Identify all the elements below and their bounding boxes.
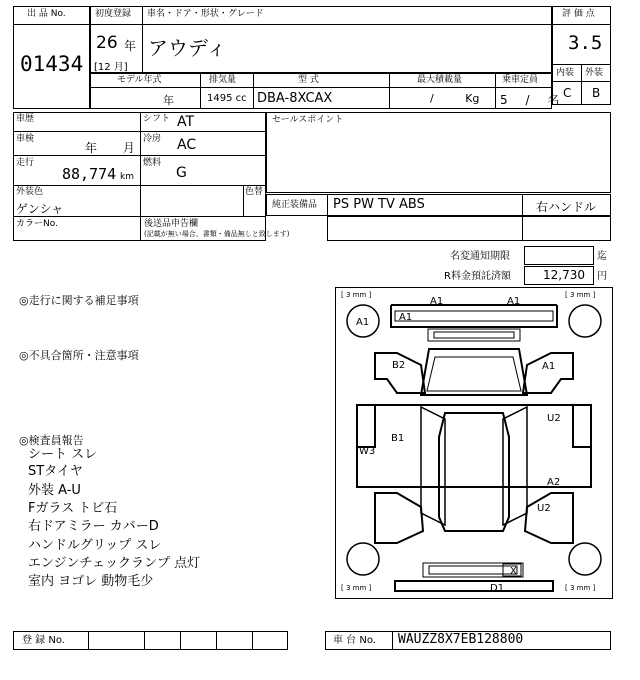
grade-label: 評 価 点: [562, 9, 595, 19]
equipment-value: PS PW TV ABS: [333, 197, 425, 212]
car-name: アウディ: [148, 36, 227, 60]
post-docs-note: (記載が無い場合、書類・備品無しと致します): [144, 230, 290, 238]
exterior-label: 外装: [585, 68, 604, 78]
tire-label: [ 3 mm ]: [565, 291, 596, 299]
damage-mark: U2: [537, 503, 551, 514]
inspector-line: 外装 A-U: [28, 483, 81, 498]
post-docs-label: 後送品申告欄: [144, 219, 199, 229]
shift-label: シフト: [143, 114, 171, 124]
lot-number: 01434: [20, 52, 84, 76]
recycle-amount: 12,730: [543, 268, 585, 282]
mileage-value: 88,774: [62, 165, 117, 183]
damage-mark: A1: [430, 296, 444, 307]
aircon-value: AC: [177, 137, 197, 153]
damage-mark: D1: [490, 583, 505, 594]
sales-points-label: セールスポイント: [272, 115, 344, 125]
max-load-label: 最大積載量: [417, 75, 463, 85]
damage-mark: W3: [359, 446, 376, 457]
lot-label: 出 品 No.: [27, 9, 66, 19]
first-reg-year: 26: [96, 33, 118, 53]
inspection-value: 年 月: [85, 141, 135, 155]
inspector-line: 右ドアミラー カバーD: [28, 519, 159, 534]
inspection-label: 車検: [16, 134, 35, 144]
shift-value: AT: [177, 114, 195, 130]
chassis-number: WAUZZ8X7EB128800: [398, 632, 524, 647]
damage-mark: X: [510, 566, 517, 577]
damage-mark: A1: [507, 296, 521, 307]
damage-mark: B2: [392, 360, 406, 371]
color-no-label: カラーNo.: [16, 219, 58, 229]
recycle-unit: 円: [597, 271, 607, 282]
chassis-label: 車 台 No.: [333, 635, 376, 646]
max-load: / Kg: [430, 92, 480, 105]
aircon-label: 冷房: [143, 134, 162, 144]
type-value: DBA-8XCAX: [257, 91, 333, 106]
mileage-label: 走行: [16, 158, 35, 168]
tire-label: [ 3 mm ]: [341, 291, 372, 299]
damage-mark: A1: [399, 312, 413, 323]
mileage-unit: km: [120, 172, 134, 182]
inspector-line: STタイヤ: [28, 464, 83, 479]
fuel-value: G: [176, 165, 187, 181]
damage-mark: A2: [547, 477, 561, 488]
recycle-label: R料金預託済額: [444, 271, 511, 282]
exterior-color: ゲンシャ: [16, 202, 64, 216]
damage-mark: A1: [542, 361, 556, 372]
grade-value: 3.5: [568, 32, 603, 54]
interior-grade: C: [563, 86, 572, 100]
change-notice-label: 名変通知期限: [450, 251, 510, 262]
interior-label: 内装: [556, 68, 575, 78]
damage-mark: B1: [391, 433, 405, 444]
tire-label: [ 3 mm ]: [341, 584, 372, 592]
steering-value: 右ハンドル: [536, 200, 597, 214]
color-change-label: 色替: [245, 187, 264, 197]
registration-label: 登 録 No.: [22, 635, 65, 646]
name-label: 車名・ドア・形状・グレード: [147, 9, 264, 19]
change-notice-box: [524, 246, 594, 265]
driving-heading: ◎走行に関する補足事項: [19, 294, 139, 307]
defects-heading: ◎不具合箇所・注意事項: [19, 349, 139, 362]
inspector-heading: ◎検査員報告: [19, 434, 84, 447]
exterior-color-label: 外装色: [16, 187, 44, 197]
change-notice-unit: 迄: [597, 251, 607, 262]
inspector-line: シート スレ: [28, 447, 98, 462]
type-label: 型 式: [298, 75, 319, 85]
first-reg-label: 初度登録: [95, 9, 132, 19]
fuel-label: 燃料: [143, 158, 162, 168]
displacement-label: 排気量: [209, 75, 237, 85]
tire-label: [ 3 mm ]: [565, 584, 596, 592]
equipment-label: 純正装備品: [272, 200, 318, 210]
capacity: 5 / 名: [500, 93, 560, 107]
damage-mark: U2: [547, 413, 561, 424]
capacity-label: 乗車定員: [502, 75, 539, 85]
history-label: 車歴: [16, 114, 35, 124]
inspector-line: Fガラス トビ石: [28, 501, 118, 516]
inspector-line: ハンドルグリップ スレ: [28, 538, 162, 553]
model-year-unit: 年: [163, 94, 174, 107]
displacement: 1495 cc: [207, 93, 247, 104]
damage-diagram: [335, 287, 613, 599]
inspector-line: エンジンチェックランプ 点灯: [28, 556, 201, 571]
exterior-grade: B: [592, 86, 601, 100]
model-year-label: モデル年式: [117, 75, 162, 85]
year-unit: 年: [124, 39, 137, 53]
damage-mark: A1: [356, 317, 370, 328]
inspector-line: 室内 ヨゴレ 動物毛少: [28, 574, 154, 589]
first-reg-month: [12 月]: [94, 62, 128, 73]
post-docs-box: [327, 216, 611, 241]
